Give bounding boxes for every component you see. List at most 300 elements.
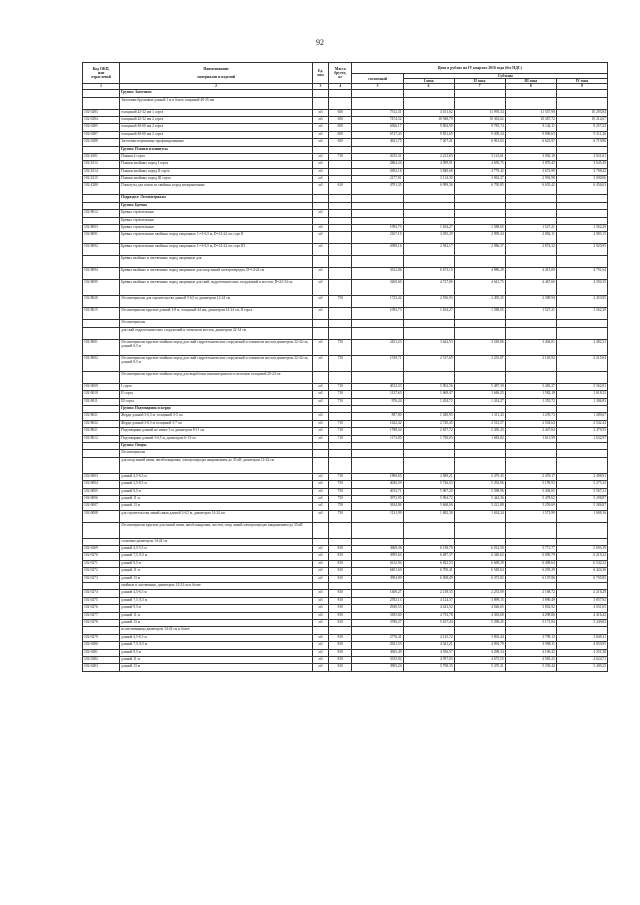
row-price-zone-4: 3 645,49 bbox=[556, 161, 607, 168]
row-price-zone-4: 3 482,21 bbox=[556, 339, 607, 355]
row-price-stolichny: 2177,81 bbox=[352, 176, 403, 183]
row-unit: м3 bbox=[312, 575, 328, 582]
row-code: 102-0283 bbox=[83, 664, 120, 671]
row-price-zone-3: 11 357,90 bbox=[505, 109, 556, 116]
row-price-zone-1: 5 967,20 bbox=[403, 488, 454, 495]
row-price-stolichny: 1890,65 bbox=[352, 473, 403, 480]
row-price-zone-3: 5 199,93 bbox=[505, 481, 556, 488]
row-price-zone-1 bbox=[403, 538, 454, 545]
row-price-zone-1: 9 851,65 bbox=[403, 131, 454, 138]
row-price-zone-3: 3 998,11 bbox=[505, 642, 556, 649]
row-code bbox=[83, 146, 120, 153]
row-price-stolichny bbox=[352, 450, 403, 457]
row-price-zone-1: 1 634,27 bbox=[403, 308, 454, 320]
row-name: Жерди длиной 3-6,5 м, толщиной 3-5 см bbox=[120, 413, 313, 420]
row-unit: м3 bbox=[312, 560, 328, 567]
table-row bbox=[83, 139, 608, 146]
row-price-zone-1 bbox=[403, 202, 454, 209]
row-price-zone-2: 5 292,96 bbox=[454, 481, 505, 488]
row-price-zone-4: 10 214,67 bbox=[556, 116, 607, 123]
row-unit: м3 bbox=[312, 642, 328, 649]
row-code: 102-8020 bbox=[83, 296, 120, 308]
row-price-stolichny bbox=[352, 146, 403, 153]
row-price-zone-1: 6 138,79 bbox=[403, 546, 454, 553]
row-price-zone-2: 6 012,50 bbox=[454, 546, 505, 553]
row-code: 102-0011 bbox=[83, 398, 120, 405]
row-unit: м3 bbox=[312, 161, 328, 168]
row-unit bbox=[312, 457, 328, 473]
row-price-stolichny: 3780,27 bbox=[352, 619, 403, 626]
row-price-stolichny: 6401,60 bbox=[352, 568, 403, 575]
row-price-zone-1 bbox=[403, 457, 454, 473]
row-price-zone-4: 10 293,84 bbox=[556, 109, 607, 116]
row-price-zone-3: 2 398,94 bbox=[505, 296, 556, 308]
row-price-zone-2 bbox=[454, 583, 505, 590]
row-code: 102-8012 bbox=[83, 210, 120, 217]
row-price-zone-3: 4 415,00 bbox=[505, 268, 556, 280]
row-price-zone-1: 4 727,86 bbox=[403, 280, 454, 296]
row-mass bbox=[329, 210, 352, 217]
row-price-zone-4: 3 849,11 bbox=[556, 634, 607, 641]
row-unit: м3 bbox=[312, 656, 328, 663]
row-code: 102-4280 bbox=[83, 183, 120, 195]
row-code bbox=[83, 202, 120, 209]
row-name: длиной 9,5 м bbox=[120, 649, 313, 656]
row-mass bbox=[329, 327, 352, 339]
row-mass: 810 bbox=[329, 590, 352, 597]
row-unit: м3 bbox=[312, 308, 328, 320]
row-price-zone-1: 4 099,91 bbox=[403, 161, 454, 168]
row-price-zone-4 bbox=[556, 90, 607, 97]
row-mass: 750 bbox=[329, 355, 352, 371]
row-code: 102-8001 bbox=[83, 339, 120, 355]
table-row bbox=[83, 339, 608, 355]
row-price-stolichny: 3634,86 bbox=[352, 503, 403, 510]
row-price-zone-4: 3 857,92 bbox=[556, 597, 607, 604]
row-price-zone-2: 5 444,36 bbox=[454, 495, 505, 502]
row-price-zone-2: 4 650,75 bbox=[454, 161, 505, 168]
row-mass bbox=[329, 202, 352, 209]
row-price-zone-4 bbox=[556, 406, 607, 413]
row-unit: м3 bbox=[312, 383, 328, 390]
row-price-zone-1: 3 849,68 bbox=[403, 168, 454, 175]
row-mass bbox=[329, 256, 352, 268]
row-price-zone-2: 4 363,60 bbox=[454, 612, 505, 619]
group-heading-row bbox=[83, 406, 608, 413]
row-price-zone-1: 3 114,30 bbox=[403, 176, 454, 183]
row-code bbox=[83, 583, 120, 590]
col-number: 5 bbox=[352, 84, 403, 90]
row-price-zone-4 bbox=[556, 522, 607, 538]
row-price-stolichny: 2451,23 bbox=[352, 339, 403, 355]
row-name: длиной 11 м bbox=[120, 568, 313, 575]
row-name: длиной 9,5 м bbox=[120, 488, 313, 495]
row-name: Лесоматериалы bbox=[120, 450, 313, 457]
row-unit bbox=[312, 371, 328, 383]
row-unit bbox=[312, 327, 328, 339]
row-code: 102-4312 bbox=[83, 161, 120, 168]
row-name: Лесоматериалы круглые хвойных пород для выработки пиломатериалов и заготовок толщиной 20-24 см bbox=[120, 371, 313, 383]
row-price-stolichny: 1723,42 bbox=[352, 296, 403, 308]
row-price-stolichny bbox=[352, 442, 403, 449]
row-price-zone-3: 5 771,77 bbox=[505, 546, 556, 553]
row-price-zone-1: 2 556,93 bbox=[403, 296, 454, 308]
row-code: 102-0009 bbox=[83, 383, 120, 390]
row-price-zone-1: 2 212,83 bbox=[403, 153, 454, 160]
row-name: Планки 4 сорта bbox=[120, 153, 313, 160]
row-price-zone-1: 5 902,56 bbox=[403, 383, 454, 390]
row-price-zone-1: 2 218,35 bbox=[403, 590, 454, 597]
row-price-zone-3: 4 565,23 bbox=[505, 656, 556, 663]
table-row bbox=[83, 327, 608, 339]
row-price-zone-1 bbox=[403, 371, 454, 383]
row-price-zone-3: 1 571,99 bbox=[505, 510, 556, 522]
row-price-zone-4 bbox=[556, 627, 607, 634]
row-price-zone-1: 10 948,79 bbox=[403, 116, 454, 123]
row-price-zone-1: 6 822,53 bbox=[403, 560, 454, 567]
row-price-zone-4 bbox=[556, 146, 607, 153]
row-price-zone-2: 2 495,35 bbox=[454, 296, 505, 308]
row-price-zone-2: 1 634,24 bbox=[454, 510, 505, 522]
row-price-stolichny: 2776,41 bbox=[352, 634, 403, 641]
row-code bbox=[83, 90, 120, 97]
row-code: 102-0270 bbox=[83, 553, 120, 560]
row-price-zone-3: 3 002,10 bbox=[505, 153, 556, 160]
row-price-zone-4 bbox=[556, 457, 607, 473]
row-price-zone-4: 5 275,34 bbox=[556, 481, 607, 488]
row-mass: 710 bbox=[329, 473, 352, 480]
row-code: 102-0287 bbox=[83, 131, 120, 138]
row-name: длиной 4,5-5,5 м bbox=[120, 546, 313, 553]
table-row bbox=[83, 109, 608, 116]
row-name: Бревна строительные bbox=[120, 225, 313, 232]
row-mass: 810 bbox=[329, 619, 352, 626]
row-price-stolichny bbox=[352, 522, 403, 538]
row-price-zone-3: 1 527,21 bbox=[505, 308, 556, 320]
row-price-zone-2: 1 588,65 bbox=[454, 308, 505, 320]
table-row bbox=[83, 232, 608, 244]
row-price-zone-4: 1 618,33 bbox=[556, 391, 607, 398]
row-code bbox=[83, 627, 120, 634]
row-unit bbox=[312, 450, 328, 457]
row-mass: 650 bbox=[329, 139, 352, 146]
row-price-zone-4 bbox=[556, 371, 607, 383]
row-price-zone-1 bbox=[403, 97, 454, 109]
row-code: 102-0006 bbox=[83, 495, 120, 502]
row-price-stolichny bbox=[352, 195, 403, 202]
row-price-zone-2: 6 669,29 bbox=[454, 560, 505, 567]
row-unit: м3 bbox=[312, 398, 328, 405]
row-mass bbox=[329, 225, 352, 232]
row-price-stolichny bbox=[352, 320, 403, 327]
row-unit: м3 bbox=[312, 355, 328, 371]
table-row bbox=[83, 583, 608, 590]
row-price-zone-4: 4 251,38 bbox=[556, 649, 607, 656]
row-price-zone-4: 2 983,15 bbox=[556, 232, 607, 244]
col-number: 9 bbox=[556, 84, 607, 90]
row-price-zone-1: 2 689,21 bbox=[403, 473, 454, 480]
row-price-zone-1 bbox=[403, 442, 454, 449]
row-price-zone-4: 5 298,87 bbox=[556, 495, 607, 502]
row-code: 102-8015 bbox=[83, 308, 120, 320]
row-price-zone-2: 2 235,87 bbox=[454, 355, 505, 371]
row-code: 102-0271 bbox=[83, 560, 120, 567]
row-unit: м3 bbox=[312, 546, 328, 553]
row-name: III сорта bbox=[120, 398, 313, 405]
row-price-zone-4: 9 257,23 bbox=[556, 124, 607, 131]
row-price-zone-4: 2 215,64 bbox=[556, 355, 607, 371]
group-heading-row bbox=[83, 442, 608, 449]
row-mass: 810 bbox=[329, 553, 352, 560]
row-price-zone-1: 5 798,35 bbox=[403, 664, 454, 671]
row-unit: м3 bbox=[312, 495, 328, 502]
row-name: Планки хвойных пород II сорта bbox=[120, 168, 313, 175]
row-mass: 710 bbox=[329, 153, 352, 160]
row-price-stolichny: 1539,71 bbox=[352, 355, 403, 371]
row-price-zone-1: 9 804,90 bbox=[403, 124, 454, 131]
row-price-zone-2: 2 999,24 bbox=[454, 232, 505, 244]
row-price-stolichny: 1093,73 bbox=[352, 308, 403, 320]
row-price-zone-3 bbox=[505, 538, 556, 545]
row-price-zone-1: 3 642,53 bbox=[403, 339, 454, 355]
table-row bbox=[83, 538, 608, 545]
table-row bbox=[83, 256, 608, 268]
row-price-zone-3: 6 623,97 bbox=[505, 139, 556, 146]
table-row bbox=[83, 605, 608, 612]
row-name: Группа: Планки и плинтусы bbox=[120, 146, 313, 153]
row-price-zone-3: 3 802,92 bbox=[505, 605, 556, 612]
row-unit bbox=[312, 627, 328, 634]
row-name: I сорта bbox=[120, 383, 313, 390]
row-mass: 710 bbox=[329, 428, 352, 435]
row-price-zone-3 bbox=[505, 210, 556, 217]
row-name: Лесоматериалы круглые хвойных пород для свай гидротехнических сооружений и элементов мостов диаметром 22-34 см, длиной 6,5 м bbox=[120, 339, 313, 355]
row-price-zone-3 bbox=[505, 583, 556, 590]
table-row bbox=[83, 153, 608, 160]
row-mass bbox=[329, 146, 352, 153]
row-price-stolichny: 3995,64 bbox=[352, 553, 403, 560]
row-mass bbox=[329, 371, 352, 383]
row-price-zone-3 bbox=[505, 146, 556, 153]
row-price-zone-3 bbox=[505, 320, 556, 327]
row-mass: 810 bbox=[329, 568, 352, 575]
row-price-zone-1: 4 423,52 bbox=[403, 605, 454, 612]
row-mass: 750 bbox=[329, 510, 352, 522]
row-name: сосновые диаметром 14-24 см bbox=[120, 538, 313, 545]
row-name: Группа: Опоры bbox=[120, 442, 313, 449]
table-body bbox=[83, 90, 608, 672]
row-price-zone-2: 3 549,86 bbox=[454, 339, 505, 355]
row-name: длиной 7,5, 8,5 м bbox=[120, 642, 313, 649]
row-price-zone-2 bbox=[454, 217, 505, 224]
row-price-stolichny: 4921,75 bbox=[352, 139, 403, 146]
row-price-stolichny: 976,24 bbox=[352, 398, 403, 405]
row-price-zone-3: 5 478,62 bbox=[505, 495, 556, 502]
row-price-zone-3: 5 171,84 bbox=[505, 619, 556, 626]
row-price-zone-4 bbox=[556, 538, 607, 545]
table-row bbox=[83, 161, 608, 168]
row-mass: 650 bbox=[329, 124, 352, 131]
row-price-zone-1: 2 720,45 bbox=[403, 420, 454, 427]
row-code bbox=[83, 195, 120, 202]
row-mass bbox=[329, 268, 352, 280]
row-code: 102-0283 bbox=[83, 109, 120, 116]
row-price-zone-4 bbox=[556, 97, 607, 109]
row-code: 102-4301 bbox=[83, 153, 120, 160]
row-name: Подраздел: Лесоматериалы bbox=[120, 195, 313, 202]
row-mass: 750 bbox=[329, 495, 352, 502]
row-price-zone-4: 1 562,29 bbox=[556, 225, 607, 232]
row-unit: м3 bbox=[312, 168, 328, 175]
row-price-zone-1 bbox=[403, 146, 454, 153]
row-price-stolichny: 7512,31 bbox=[352, 109, 403, 116]
row-mass: 810 bbox=[329, 634, 352, 641]
table-row bbox=[83, 590, 608, 597]
table-header bbox=[83, 63, 608, 90]
row-code: 102-0277 bbox=[83, 612, 120, 619]
row-price-zone-3: 2 992,98 bbox=[505, 176, 556, 183]
row-price-zone-4: 3 708,42 bbox=[556, 168, 607, 175]
row-price-zone-2 bbox=[454, 442, 505, 449]
table-row bbox=[83, 97, 608, 109]
row-name: Бревна строительные хвойных пород окоренные, L=3-6,5 м, D=14-24 см, сорт III bbox=[120, 244, 313, 256]
table-row bbox=[83, 320, 608, 327]
row-price-zone-2: 4 641,75 bbox=[454, 280, 505, 296]
row-price-zone-2 bbox=[454, 320, 505, 327]
row-price-zone-3: 9 142,11 bbox=[505, 124, 556, 131]
row-price-zone-3 bbox=[505, 406, 556, 413]
row-unit: м3 bbox=[312, 619, 328, 626]
row-price-zone-3: 4 298,86 bbox=[505, 612, 556, 619]
row-code: 102-0274 bbox=[83, 590, 120, 597]
row-code: 102-8002 bbox=[83, 355, 120, 371]
row-price-stolichny: 4013,71 bbox=[352, 488, 403, 495]
row-mass bbox=[329, 217, 352, 224]
row-mass: 750 bbox=[329, 296, 352, 308]
row-unit bbox=[312, 146, 328, 153]
row-price-stolichny bbox=[352, 210, 403, 217]
row-code bbox=[83, 450, 120, 457]
row-price-zone-4: 3 000,06 bbox=[556, 176, 607, 183]
row-mass: 610 bbox=[329, 183, 352, 195]
row-price-zone-4: 2 479,55 bbox=[556, 428, 607, 435]
row-price-zone-3: 2 168,72 bbox=[505, 590, 556, 597]
header-name: Наименование материалов и изделий bbox=[120, 63, 313, 84]
row-price-stolichny: 1788,34 bbox=[352, 428, 403, 435]
table-row bbox=[83, 428, 608, 435]
row-price-zone-3 bbox=[505, 522, 556, 538]
row-price-zone-2: 9 309,24 bbox=[454, 131, 505, 138]
row-unit: м3 bbox=[312, 139, 328, 146]
row-price-zone-4: 5 249,82 bbox=[556, 619, 607, 626]
row-price-zone-2 bbox=[454, 202, 505, 209]
table-row bbox=[83, 210, 608, 217]
row-name: из лиственницы диаметром 14-24 см и более bbox=[120, 627, 313, 634]
row-name: толщиной 22-32 мм 2 сорта bbox=[120, 116, 313, 123]
row-price-stolichny: 2167,10 bbox=[352, 232, 403, 244]
row-mass bbox=[329, 538, 352, 545]
row-price-zone-3: 2 874,32 bbox=[505, 244, 556, 256]
row-unit: м3 bbox=[312, 649, 328, 656]
row-mass: 650 bbox=[329, 109, 352, 116]
table-row bbox=[83, 597, 608, 604]
row-unit: м3 bbox=[312, 339, 328, 355]
row-unit bbox=[312, 522, 328, 538]
row-name: толщиной 40-60 мм 2 сорта bbox=[120, 124, 313, 131]
row-price-zone-1: 2 317,69 bbox=[403, 355, 454, 371]
row-price-zone-2 bbox=[454, 406, 505, 413]
row-price-stolichny: 3522,86 bbox=[352, 268, 403, 280]
row-price-zone-4: 6 719,86 bbox=[556, 139, 607, 146]
row-mass bbox=[329, 522, 352, 538]
row-price-stolichny: 1131,99 bbox=[352, 510, 403, 522]
row-name: Группа: Подтоварник и жерди bbox=[120, 406, 313, 413]
table-row bbox=[83, 619, 608, 626]
row-mass: 710 bbox=[329, 398, 352, 405]
table-row bbox=[83, 413, 608, 420]
row-mass: 810 bbox=[329, 560, 352, 567]
row-price-zone-3: 2 165,92 bbox=[505, 355, 556, 371]
row-price-zone-2: 6 795,85 bbox=[454, 183, 505, 195]
row-price-zone-2: 3 779,42 bbox=[454, 168, 505, 175]
row-price-zone-1: 6 673,10 bbox=[403, 268, 454, 280]
row-price-zone-2: 4 298,34 bbox=[454, 649, 505, 656]
col-number: 6 bbox=[403, 84, 454, 90]
row-name: Бревна строительные хвойных пород окоренные, L=3-6,5 м, D=14-24 см, сорт II bbox=[120, 232, 313, 244]
row-code bbox=[83, 371, 120, 383]
header-stolichny: столичный bbox=[352, 74, 403, 84]
row-price-zone-2: 3 899,15 bbox=[454, 597, 505, 604]
row-price-zone-4: 2 920,95 bbox=[556, 244, 607, 256]
row-price-zone-1: 5 904,72 bbox=[403, 495, 454, 502]
group-heading-row bbox=[83, 195, 608, 202]
row-mass: 810 bbox=[329, 656, 352, 663]
row-price-stolichny: 1093,73 bbox=[352, 225, 403, 232]
table-row bbox=[83, 296, 608, 308]
row-unit: м3 bbox=[312, 244, 328, 256]
row-name: Заготовки перевязные профилированные bbox=[120, 139, 313, 146]
row-code bbox=[83, 538, 120, 545]
row-mass bbox=[329, 406, 352, 413]
row-unit: м3 bbox=[312, 510, 328, 522]
row-mass: 810 bbox=[329, 649, 352, 656]
row-price-zone-4: 4 791,64 bbox=[556, 268, 607, 280]
row-price-stolichny: 7474,52 bbox=[352, 116, 403, 123]
row-unit: м3 bbox=[312, 176, 328, 183]
row-price-zone-1: 5 726,53 bbox=[403, 481, 454, 488]
row-mass bbox=[329, 450, 352, 457]
row-price-zone-2: 10 363,62 bbox=[454, 116, 505, 123]
row-price-zone-1: 3 055,29 bbox=[403, 232, 454, 244]
row-price-zone-4 bbox=[556, 320, 607, 327]
row-code: 102-8003 bbox=[83, 225, 120, 232]
row-unit: м3 bbox=[312, 391, 328, 398]
row-price-zone-1: 4 957,03 bbox=[403, 656, 454, 663]
row-price-zone-2: 2 479,45 bbox=[454, 473, 505, 480]
row-name: длиной 13 м bbox=[120, 664, 313, 671]
row-price-stolichny: 3260,60 bbox=[352, 280, 403, 296]
row-unit: м3 bbox=[312, 296, 328, 308]
row-name: Лесоматериалы круглые длиной 3-8 м, толщиной 44 мм, диаметром 14-24 см, II сорта bbox=[120, 308, 313, 320]
row-name: Подтоварник длиной 3-6,5 м, диаметром 6-13 см bbox=[120, 435, 313, 442]
header-code: Код ОКП, или отраслевой bbox=[83, 63, 120, 84]
table-row bbox=[83, 575, 608, 582]
row-price-zone-3: 2 478,17 bbox=[505, 473, 556, 480]
row-price-zone-4: 1 608,16 bbox=[556, 510, 607, 522]
row-price-zone-4: 6 456,63 bbox=[556, 183, 607, 195]
row-price-zone-2: 4 026,65 bbox=[454, 605, 505, 612]
row-code: 102-0275 bbox=[83, 597, 120, 604]
